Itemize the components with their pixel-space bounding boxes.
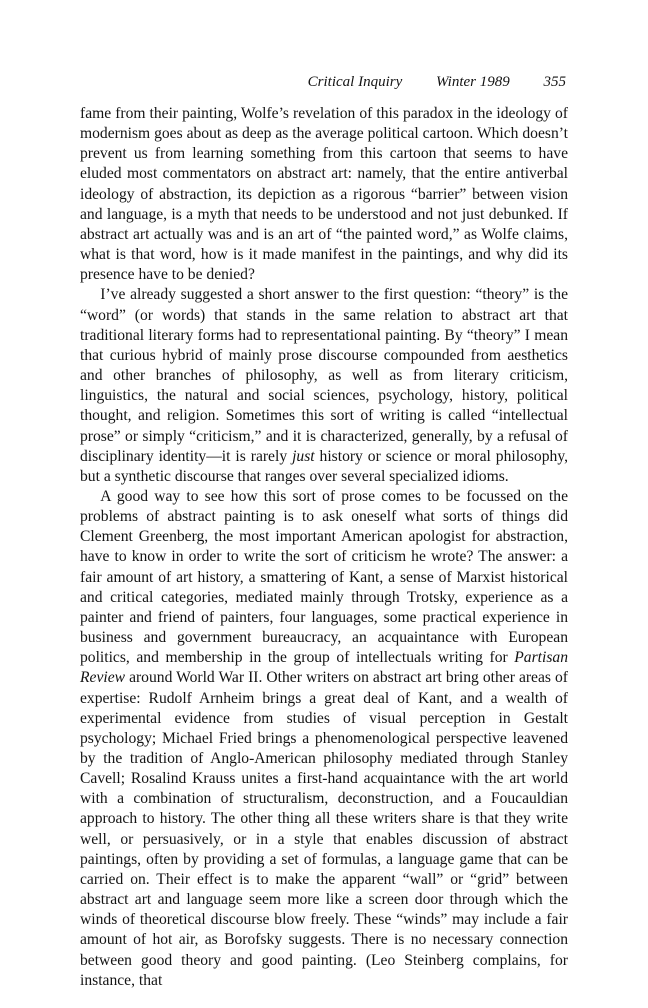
paragraph-text: I’ve already suggested a short answer to the first question: “theory” is the “word” (or words) that stands in the same relation to abstract art that traditional literary forms had to representational painting. By “theory” I mean that curious hybrid of mainly prose discourse compounded from aesthetics and other branches of philosophy, as well as from literary criticism, linguistics, the natural and social sciences, psychology, history, political thought, and religion. Sometimes this sort of writing is called “intellectual prose” or simply “criticism,” and it is characterized, generally, by a refusal of disciplinary identity—it is rarely	[80, 286, 568, 465]
issue-date: Winter 1989	[436, 74, 510, 90]
emphasized-word: just	[292, 447, 315, 465]
running-head	[308, 72, 566, 92]
paragraph	[80, 285, 568, 487]
paragraph: fame from their painting, Wolfe’s revelation of this paradox in the ideology of modernism goes about as deep as the average political cartoon. Which doesn’t prevent us from learning something from this cartoon that seems to have eluded most commentators on abstract art: namely, that the entire antiverbal ideology of abstraction, its depiction as a rigorous “barrier” between vision and language, is a myth that needs to be understood and not just debunked. If abstract art actually was and is an art of “the painted word,” as Wolfe claims, what is that word, how is it made manifest in the paintings, and why did its presence have to be denied?	[80, 105, 568, 284]
paragraph-text: history or science or moral philosophy, but a synthetic discourse that ranges over several specialized idioms.	[80, 447, 569, 485]
paragraph	[80, 487, 568, 991]
page-number: 355	[543, 74, 566, 90]
journal-title: Critical Inquiry	[307, 74, 403, 90]
paragraph-text: A good way to see how this sort of prose comes to be focussed on the problems of abstract painting is to ask oneself what sorts of things did Clement Greenberg, the most important American apologist for abstraction, have to know in order to write the sort of criticism he wrote? The answer: a fair amount of art history, a smattering of Kant, a sense of Marxist historical and critical categories, mediated mainly through Trotsky, experience as a painter and friend of painters, four languages, some practical experience in business and government bureaucracy, an acquaintance with European politics, and membership in the group of intellectuals writing for	[80, 487, 568, 667]
journal-title-italic: Partisan Review	[80, 649, 568, 687]
paragraph-text: around World War II. Other writers on abstract art bring other areas of expertise: Rudolf Arnheim brings a great deal of Kant, and a wealth of experimental evidence from studies of visual perception in Gestalt psychology; Michael Fried brings a phenomenological perspective leavened by the tradition of Anglo-American philosophy mediated through Stanley Cavell; Rosalind Krauss unites a first-hand acquaintance with the art world with a combination of structuralism, deconstruction, and a Foucauldian approach to history. The other thing all these writers share is that they write well, or persuasively, or in a style that enables discussion of abstract paintings, often by providing a set of formulas, a language game that can be carried on. Their effect is to make the apparent “wall” or “grid” between abstract art and language seem more like a screen door through which the winds of theoretical discourse blow freely. These “winds” may include a fair amount of hot air, as Borofsky suggests. There is no necessary connection between good theory and good painting. (Leo Steinberg complains, for instance, that	[80, 669, 568, 989]
body-text	[80, 104, 568, 991]
